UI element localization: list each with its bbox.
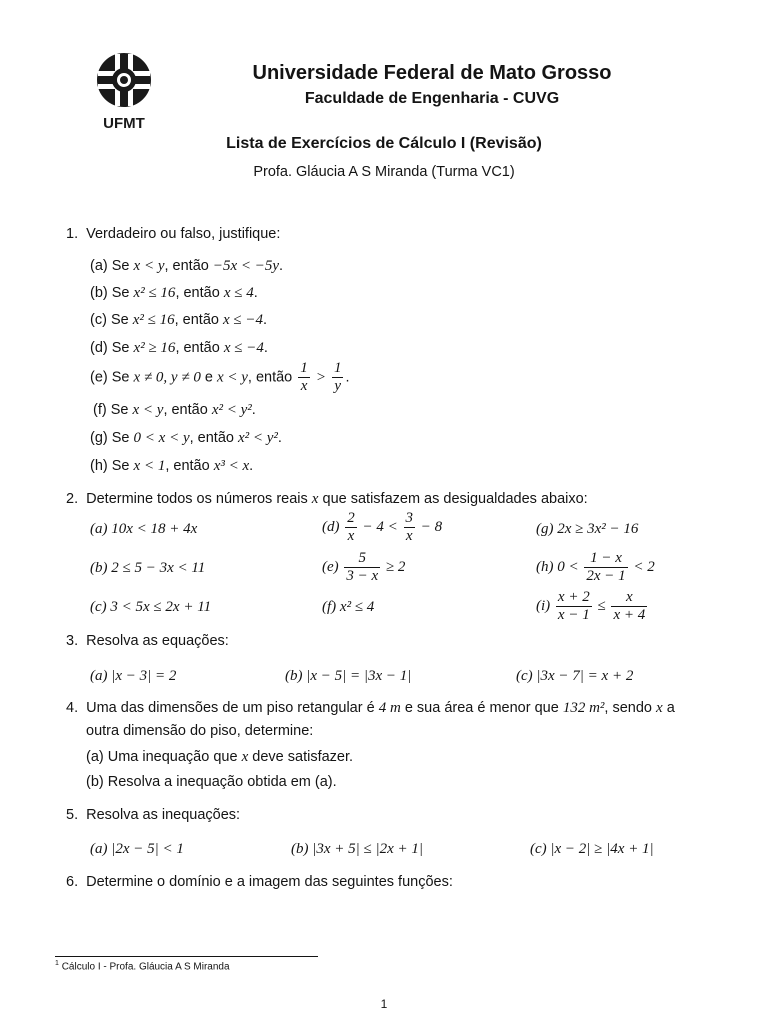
q1-item-a: (a) Se x < y, então −5x < −5y. <box>90 258 284 274</box>
question-number: 6. <box>66 874 79 890</box>
q2-item-b: (b) 2 ≤ 5 − 3x < 11 <box>90 560 206 576</box>
q2-item-i: (i) $\frac{x + 2}{x - 1}$ ≤ $\frac{x}{x + 4}$ <box>536 589 646 624</box>
q3-item-a: (a) |x − 3| = 2 <box>90 668 177 684</box>
footnote-rule <box>55 956 318 957</box>
question-text: Verdadeiro ou falso, justifique: <box>86 226 281 242</box>
question-4-line-2: outra dimensão do piso, determine: <box>86 723 314 739</box>
question-2-heading: 2. Determine todos os números reais x que satisfazem as desigualdades abaixo: <box>66 491 588 507</box>
university-name: Universidade Federal de Mato Grosso <box>252 62 612 84</box>
q4-item-b: (b) Resolva a inequação obtida em (a). <box>86 774 337 790</box>
question-number: 3. <box>66 633 79 649</box>
q2-item-h: (h) 0 < $\frac{1 - x}{2x - 1}$ < 2 <box>536 550 655 585</box>
logo-text: UFMT <box>103 115 145 131</box>
q1-item-c: (c) Se x² ≤ 16, então x ≤ −4. <box>90 312 268 328</box>
q5-item-a: (a) |2x − 5| < 1 <box>90 841 184 857</box>
page-number: 1 <box>380 997 388 1011</box>
question-4-heading: 4. Uma das dimensões de um piso retangular é 4 m e sua área é menor que 132 m², sendo x a <box>66 700 675 716</box>
question-number: 2. <box>66 491 79 507</box>
q2-item-d: (d) $\frac{2}{x}$ − 4 < $\frac{3}{x}$ − 8 <box>322 510 443 545</box>
q1-item-g: (g) Se 0 < x < y, então x² < y². <box>90 430 282 446</box>
footnote <box>55 960 230 972</box>
document-title: Lista de Exercícios de Cálculo I (Revisão) <box>226 135 542 152</box>
q5-item-b: (b) |3x + 5| ≤ |2x + 1| <box>291 841 424 857</box>
q1-item-h: (h) Se x < 1, então x³ < x. <box>90 458 254 474</box>
q2-item-f: (f) x² ≤ 4 <box>322 599 375 615</box>
q2-item-e: (e) $\frac{5}{3 - x}$ ≥ 2 <box>322 550 406 585</box>
question-3-heading: 3. Resolva as equações: <box>66 633 229 649</box>
q1-item-e: (e) Se x ≠ 0, y ≠ 0 e x < y, então $\frac{1}{x}$ > $\frac{1}{y}$ . <box>90 360 350 395</box>
q3-item-c: (c) |3x − 7| = x + 2 <box>516 668 634 684</box>
question-5-heading: 5. Resolva as inequações: <box>66 807 241 823</box>
question-6-heading: 6. Determine o domínio e a imagem das seguintes funções: <box>66 874 453 890</box>
q2-item-c: (c) 3 < 5x ≤ 2x + 11 <box>90 599 212 615</box>
faculty-name: Faculdade de Engenharia - CUVG <box>304 90 560 107</box>
footnote-mark: 1 <box>55 960 59 967</box>
fraction: $\frac{1}{y}$ <box>333 360 342 395</box>
professor-line: Profa. Gláucia A S Miranda (Turma VC1) <box>253 164 515 180</box>
q1-item-f: (f) Se x < y, então x² < y². <box>93 402 256 418</box>
footnote-text: Cálculo I - Profa. Gláucia A S Miranda <box>61 961 230 973</box>
question-number: 5. <box>66 807 79 823</box>
q1-item-b: (b) Se x² ≤ 16, então x ≤ 4. <box>90 285 258 301</box>
fraction: $\frac{1}{x}$ <box>300 360 308 395</box>
q2-item-a: (a) 10x < 18 + 4x <box>90 521 198 537</box>
q3-item-b: (b) |x − 5| = |3x − 1| <box>285 668 412 684</box>
q2-item-g: (g) 2x ≥ 3x² − 16 <box>536 521 639 537</box>
question-number: 1. <box>66 226 79 242</box>
question-number: 4. <box>66 700 79 716</box>
question-1-heading <box>66 226 280 242</box>
q1-item-d: (d) Se x² ≥ 16, então x ≤ −4. <box>90 340 268 356</box>
q5-item-c: (c) |x − 2| ≥ |4x + 1| <box>530 841 654 857</box>
q4-item-a: (a) Uma inequação que x deve satisfazer. <box>86 749 354 765</box>
